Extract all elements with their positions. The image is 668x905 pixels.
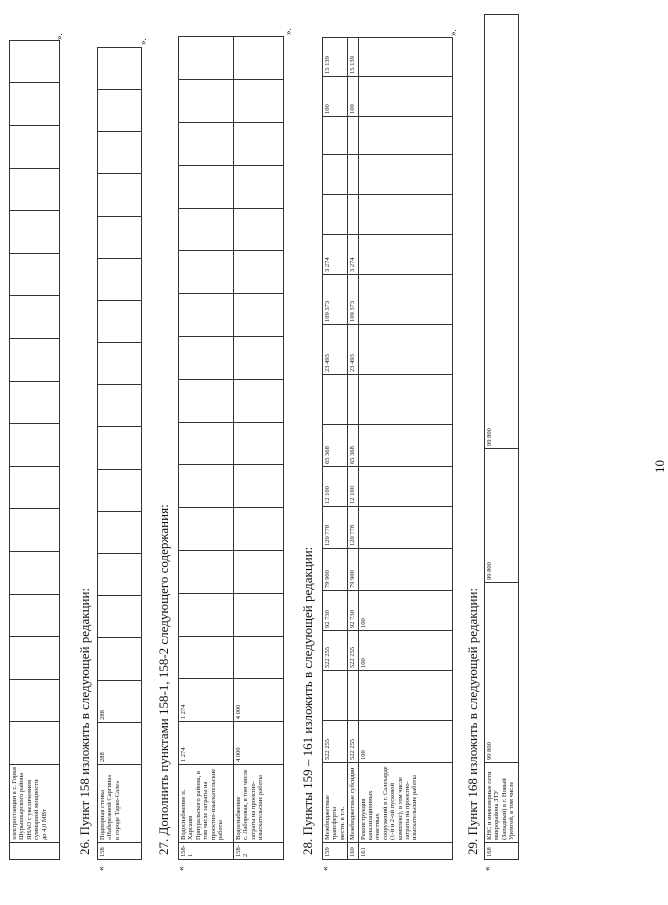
- cell-value: 120 778: [323, 507, 348, 549]
- cell-value: 100: [358, 591, 452, 631]
- table-row: [323, 38, 348, 860]
- table-row: [348, 38, 358, 860]
- row-number: 168: [485, 843, 519, 860]
- cell-value: 4 000: [234, 679, 284, 722]
- cell-value: 109 373: [323, 275, 348, 325]
- cell-value: 1 274: [179, 722, 234, 765]
- cell-value: 1 274: [179, 679, 234, 722]
- cell-value: 100: [323, 77, 348, 117]
- closing-quote: ».: [54, 33, 64, 40]
- row-name: Подпорная стенка «Набережной Саргина» в городе Тарко-Сале»: [98, 765, 142, 843]
- table-28: [322, 37, 453, 860]
- table-29: [484, 14, 519, 860]
- row-name: Реконструкция канализационных очистных сооружений в г. Салехарде (1-й и 2-ой пусковой комплекс), в том числе затраты на проектно- изыскательские работы: [358, 763, 452, 843]
- cell-value: 109 373: [348, 275, 358, 325]
- opening-quote: «: [482, 866, 492, 871]
- table-26: [97, 47, 142, 860]
- table-27: [178, 36, 284, 860]
- row-number: 161: [358, 843, 452, 860]
- cell-value: 99 800: [485, 15, 519, 449]
- opening-quote: «: [320, 866, 330, 871]
- row-number: 159: [323, 843, 348, 860]
- cell-value: 522 255: [323, 631, 348, 671]
- row-number: 160: [348, 843, 358, 860]
- heading-28: 28. Пункты 159 – 161 изложить в следующей редакции:: [300, 546, 315, 855]
- closing-quote: ».: [448, 29, 458, 36]
- table-row: [10, 40, 60, 859]
- cell-value: 99 800: [485, 449, 519, 583]
- cell-value: 100: [358, 721, 452, 763]
- cell-value: 100: [358, 631, 452, 671]
- opening-quote: «: [96, 866, 106, 871]
- heading-27: 27. Дополнить пунктами 158-1, 158-2 следующего содержания:: [156, 504, 171, 855]
- table-continuation: [9, 40, 60, 860]
- cell-value: 12 100: [348, 467, 358, 507]
- cell-value: 288: [98, 722, 142, 764]
- row-name: Межбюджетные трансферты местн. в т.ч.: [323, 763, 348, 843]
- cell-value: 23 493: [348, 325, 358, 375]
- row-number: 158-1: [179, 843, 234, 860]
- closing-quote: ».: [138, 38, 148, 45]
- table-row: [358, 38, 452, 860]
- cell-value: 522 255: [323, 721, 348, 763]
- cell-value: 15 139: [323, 38, 348, 77]
- row-name: Водоснабжение с. Лаборовая, в том числе затраты на проектно- изыскательские работы: [234, 765, 284, 843]
- cell-value: 288: [98, 680, 142, 722]
- opening-quote: «: [176, 866, 186, 871]
- cell-value: 99 800: [485, 583, 519, 763]
- cell-value: 120 778: [348, 507, 358, 549]
- row-number: 158: [98, 843, 142, 860]
- row-number: 158-2: [234, 843, 284, 860]
- cell-value: 79 900: [348, 549, 358, 591]
- closing-quote: ».: [283, 28, 293, 35]
- row-name: Межбюджетные субсидии: [348, 763, 358, 843]
- heading-26: 26. Пункт 158 изложить в следующей редакции:: [77, 587, 92, 855]
- cell-value: 12 100: [323, 467, 348, 507]
- cell-value: 3 274: [323, 235, 348, 275]
- cell-value: 100: [348, 77, 358, 117]
- cell-value: 3 274: [348, 235, 358, 275]
- table-row: [234, 37, 284, 860]
- cell-value: 23 493: [323, 325, 348, 375]
- cell-value: 4 000: [234, 722, 284, 765]
- table-row: [98, 47, 142, 859]
- cell-value: 79 900: [323, 549, 348, 591]
- cell-value: 15 139: [348, 38, 358, 77]
- table-row: [179, 37, 234, 860]
- row-name: электростанции в с. Горки Шурышкарского района ЯНАО с увеличением суммарной мощности до 4,0 МВт: [10, 765, 60, 843]
- cell-value: 65 368: [323, 425, 348, 467]
- cell-value: 92 730: [323, 591, 348, 631]
- page-number: 10: [652, 460, 667, 473]
- cell-value: 522 255: [348, 721, 358, 763]
- row-name: КНС и инженерные сети микрорайона ЗТУ (Западный) в г. Новый Уренгой, в том числе: [485, 763, 519, 843]
- cell-value: 522 255: [348, 631, 358, 671]
- heading-29: 29. Пункт 168 изложить в следующей редакции:: [465, 587, 480, 855]
- table-row: [485, 15, 519, 860]
- cell-value: 65 368: [348, 425, 358, 467]
- row-name: Водоснабжение п. Харсаим Приуральского района, в том числе затраты на проектно-изыскательские работы: [179, 765, 234, 843]
- cell-value: 92 730: [348, 591, 358, 631]
